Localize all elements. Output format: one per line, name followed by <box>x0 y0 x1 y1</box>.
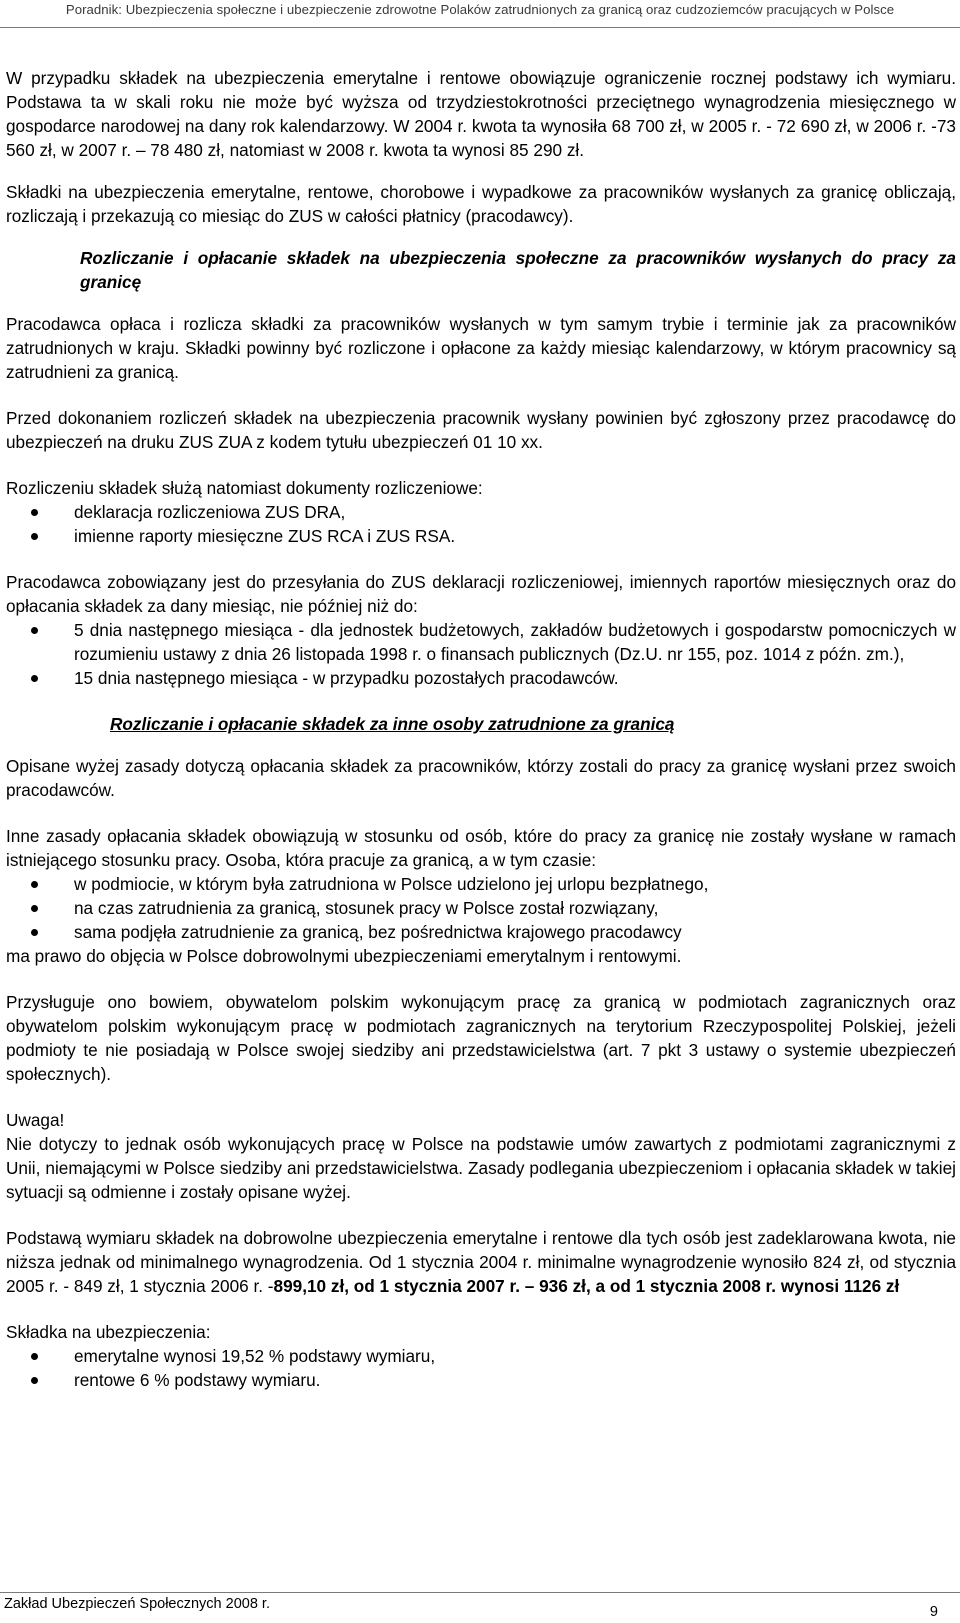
paragraph-deadlines: Pracodawca zobowiązany jest do przesyłania do ZUS deklaracji rozliczeniowej, imiennych raportów miesięcznych oraz do opłacania składek za dany miesiąc, nie później niż do: <box>6 572 956 616</box>
list-contribution-rates <box>6 1344 956 1392</box>
list-item: deklaracja rozliczeniowa ZUS DRA, <box>6 500 956 524</box>
bullet-icon <box>31 533 38 540</box>
document-body <box>6 66 956 1392</box>
bullet-icon <box>31 905 38 912</box>
paragraph-contribution-rates: Składka na ubezpieczenia: <box>6 1322 211 1342</box>
list-item: 15 dnia następnego miesiąca - w przypadku pozostałych pracodawców. <box>6 666 956 690</box>
footer-organization: Zakład Ubezpieczeń Społecznych 2008 r. <box>4 1596 270 1612</box>
page-number: 9 <box>929 1604 938 1620</box>
note-label: Uwaga! <box>6 1110 65 1130</box>
paragraph-other-rules: Inne zasady opłacania składek obowiązują w stosunku od osób, które do pracy za granicę nie zostały wysłane w ramach istniejącego stosunku pracy. Osoba, która pracuje za granicą, a w tym czasie: <box>6 826 956 870</box>
paragraph-contribution-base: Podstawą wymiaru składek na dobrowolne ubezpieczenia emerytalne i rentowe dla tych osób jest zadeklarowana kwota, nie niższa jednak od minimalnego wynagrodzenia. Od 1 stycznia 2004 r. minimalne wynagrodzenie wynosiło 824 zł, od stycznia 2005 r. - 849 zł, 1 stycznia 2006 r. -899,10 zł, od 1 stycznia 2007 r. – 936 zł, a od 1 stycznia 2008 r. wynosi 1126 zł <box>6 1228 956 1296</box>
paragraph-settlement-documents: Rozliczeniu składek służą natomiast dokumenty rozliczeniowe: <box>6 478 483 498</box>
paragraph-contribution-limit: W przypadku składek na ubezpieczenia emerytalne i rentowe obowiązuje ograniczenie rocznej podstawy ich wymiaru. Podstawa ta w skali roku nie może być wyższa od trzydziestokrotności przeciętnego wynagrodzenia miesięcznego w gospodarce narodowej na dany rok kalendarzowy. W 2004 r. kwota ta wynosiła 68 700 zł, w 2005 r. - 72 690 zł, w 2006 r. -73 560 zł, w 2007 r. – 78 480 zł, natomiast w 2008 r. kwota ta wynosi 85 290 zł. <box>6 68 956 160</box>
section-heading-posted-workers: Rozliczanie i opłacanie składek na ubezpieczenia społeczne za pracowników wysłanych do pracy za granicę <box>80 248 956 292</box>
list-item: w podmiocie, w którym była zatrudniona w Polsce udzielono jej urlopu bezpłatnego, <box>6 872 956 896</box>
paragraph-employer-pays: Pracodawca opłaca i rozlicza składki za pracowników wysłanych w tym samym trybie i terminie jak za pracowników zatrudnionych w kraju. Składki powinny być rozliczone i opłacone za każdy miesiąc kalendarzowy, w którym pracownicy są zatrudnieni za granicą. <box>6 314 956 382</box>
list-item: sama podjęła zatrudnienie za granicą, bez pośrednictwa krajowego pracodawcy <box>6 920 956 944</box>
page-footer <box>0 1592 960 1623</box>
bullet-icon <box>31 509 38 516</box>
list-deadlines <box>6 618 956 690</box>
bullet-icon <box>31 627 38 634</box>
paragraph-note: Nie dotyczy to jednak osób wykonujących pracę w Polsce na podstawie umów zawartych z podmiotami zagranicznymi z Unii, niemającymi w Polsce siedziby ani przedstawicielstwa. Zasady podlegania ubezpieczeniom i opłacania składek w takiej sytuacji są odmienne i zostały opisane wyżej. <box>6 1134 956 1202</box>
list-item: na czas zatrudnienia za granicą, stosunek pracy w Polsce został rozwiązany, <box>6 896 956 920</box>
list-conditions <box>6 872 956 944</box>
paragraph-voluntary-insurance: ma prawo do objęcia w Polsce dobrowolnymi ubezpieczeniami emerytalnym i rentowymi. <box>6 946 682 966</box>
list-settlement-documents <box>6 500 956 548</box>
bold-amounts: 899,10 zł, od 1 stycznia 2007 r. – 936 zł, a od 1 stycznia 2008 r. wynosi 1126 zł <box>273 1276 900 1296</box>
header-title: Poradnik: Ubezpieczenia społeczne i ubezpieczenie zdrowotne Polaków zatrudnionych za granicą oraz cudzoziemców pracujących w Polsce <box>65 2 895 17</box>
running-header <box>0 0 960 28</box>
section-heading-other-persons: Rozliczanie i opłacanie składek za inne osoby zatrudnione za granicą <box>110 714 675 734</box>
list-item: emerytalne wynosi 19,52 % podstawy wymiaru, <box>6 1344 956 1368</box>
paragraph-registration: Przed dokonaniem rozliczeń składek na ubezpieczenia pracownik wysłany powinien być zgłoszony przez pracodawcę do ubezpieczeń na druku ZUS ZUA z kodem tytułu ubezpieczeń 01 10 xx. <box>6 408 956 452</box>
bullet-icon <box>31 929 38 936</box>
bullet-icon <box>31 675 38 682</box>
paragraph-described-rules: Opisane wyżej zasady dotyczą opłacania składek za pracowników, którzy zostali do pracy za granicę wysłani przez swoich pracodawców. <box>6 756 956 800</box>
list-item: 5 dnia następnego miesiąca - dla jednostek budżetowych, zakładów budżetowych i gospodarstw pomocniczych w rozumieniu ustawy z dnia 26 listopada 1998 r. o finansach publicznych (Dz.U. nr 155, poz. 1014 z późn. zm.), <box>6 618 956 666</box>
bullet-icon <box>31 1353 38 1360</box>
bullet-icon <box>31 881 38 888</box>
list-item: imienne raporty miesięczne ZUS RCA i ZUS RSA. <box>6 524 956 548</box>
bullet-icon <box>31 1377 38 1384</box>
paragraph-entitlement: Przysługuje ono bowiem, obywatelom polskim wykonującym pracę za granicą w podmiotach zagranicznych oraz obywatelom polskim wykonującym pracę w podmiotach zagranicznych na terytorium Rzeczypospolitej Polskiej, jeżeli podmioty te nie posiadają w Polsce swojej siedziby ani przedstawicielstwa (art. 7 pkt 3 ustawy o systemie ubezpieczeń społecznych). <box>6 992 956 1084</box>
paragraph-payers: Składki na ubezpieczenia emerytalne, rentowe, chorobowe i wypadkowe za pracowników wysłanych za granicę obliczają, rozliczają i przekazują co miesiąc do ZUS w całości płatnicy (pracodawcy). <box>6 182 956 226</box>
list-item: rentowe 6 % podstawy wymiaru. <box>6 1368 956 1392</box>
